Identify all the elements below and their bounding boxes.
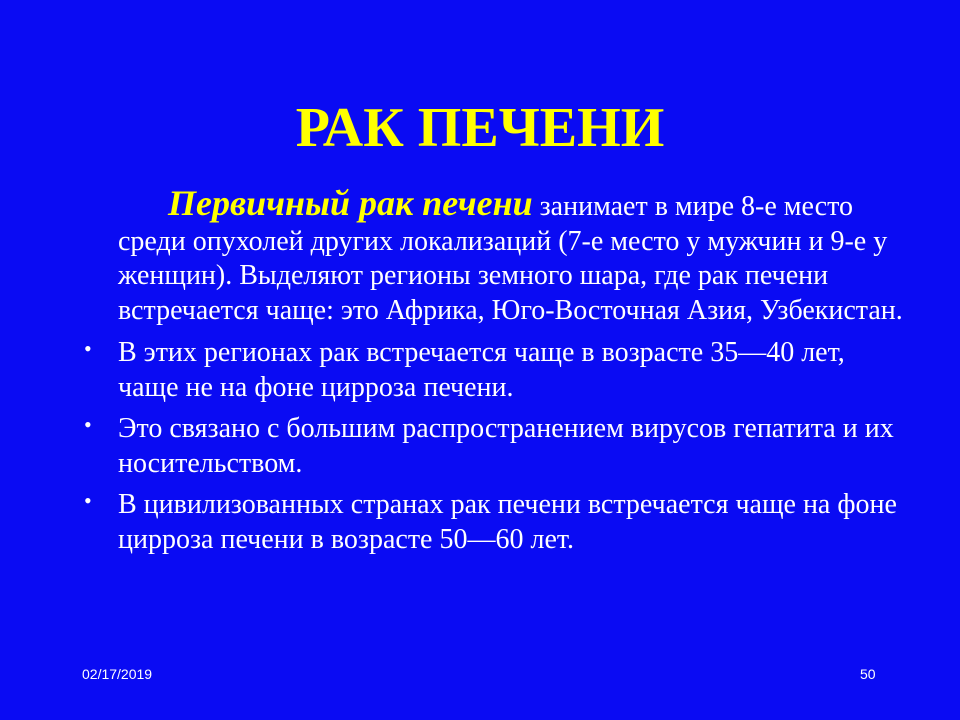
- bullet-icon: •: [84, 412, 92, 437]
- bullet-item: [84, 488, 908, 557]
- intro-text: занимает в мире 8-е место среди опухолей других локализаций (7-е место у мужчин и 9-е у женщин). Выделяют регионы земного шара, где рак печени встречается чаще: это Африка, Юго-Восточная Азия, Узбекистан.: [118, 191, 903, 326]
- slide-title: РАК ПЕЧЕНИ: [295, 97, 665, 159]
- bullet-text: В цивилизованных странах рак печени встречается чаще на фоне цирроза печени в возрасте 50—60 лет.: [118, 489, 897, 555]
- slide-body: [84, 183, 908, 564]
- bullet-list: [84, 336, 908, 557]
- bullet-icon: •: [84, 336, 92, 361]
- footer-page-number: 50: [860, 666, 876, 682]
- bullet-item: [84, 412, 908, 481]
- footer-date: 02/17/2019: [82, 666, 153, 682]
- intro-paragraph: [118, 183, 908, 328]
- bullet-text: В этих регионах рак встречается чаще в возрасте 35—40 лет, чаще не на фоне цирроза печени.: [118, 337, 845, 403]
- bullet-text: Это связано с большим распространением вирусов гепатита и их носительством.: [118, 413, 894, 479]
- bullet-item: [84, 336, 908, 405]
- intro-lead: Первичный рак печени: [168, 183, 533, 223]
- bullet-icon: •: [84, 488, 92, 513]
